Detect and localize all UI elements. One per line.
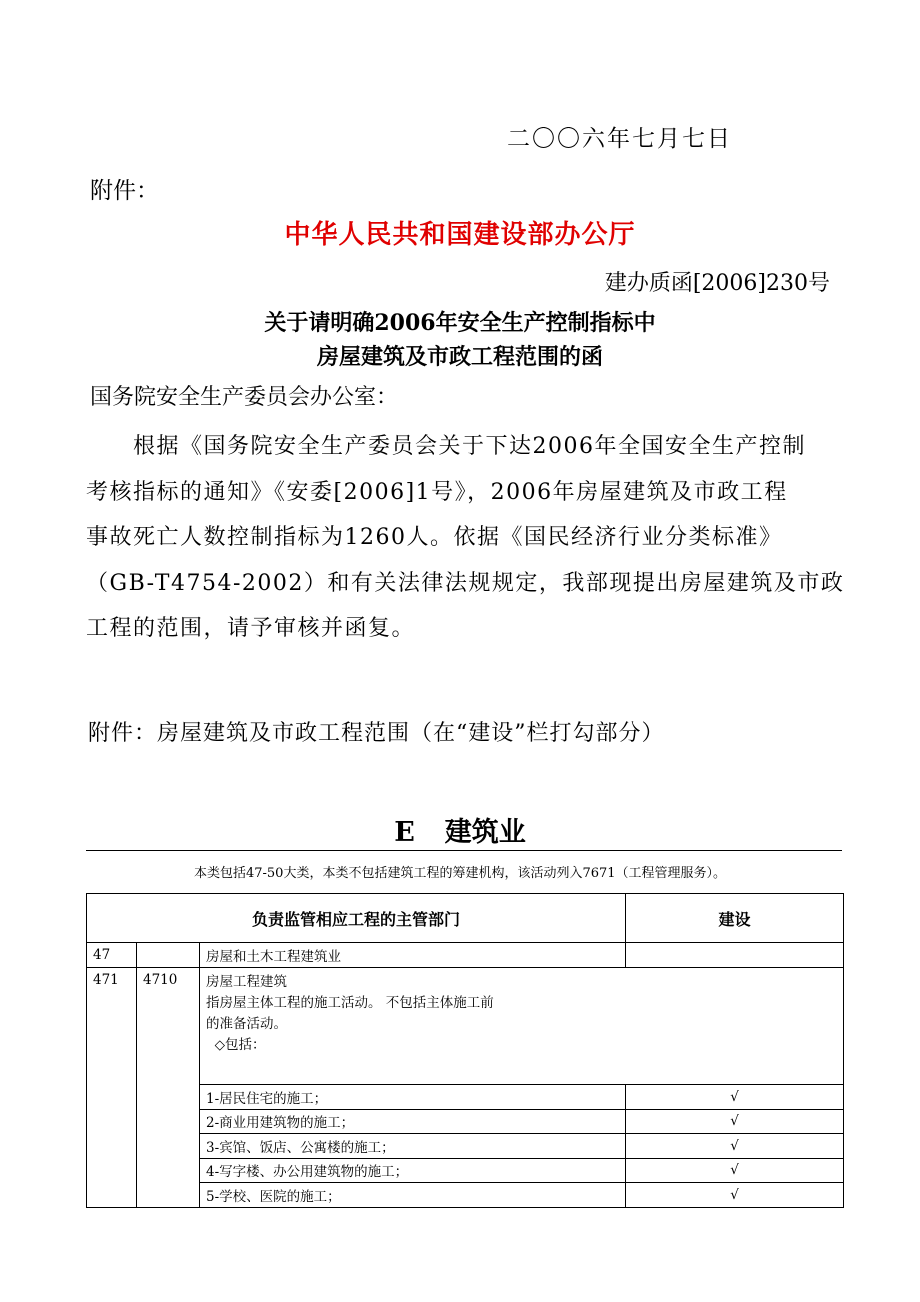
section-title — [0, 810, 920, 849]
build-cell — [626, 943, 844, 968]
table-row — [87, 968, 844, 1085]
section-name: 建筑业 — [444, 817, 526, 848]
desc-line: 房屋工程建筑 — [206, 974, 287, 990]
code-minor — [137, 943, 200, 968]
issuing-organization: 中华人民共和国建设部办公厅 — [284, 220, 636, 250]
body-line: 事故死亡人数控制指标为1260人。依据《国民经济行业分类标准》 — [86, 525, 783, 550]
list-item — [87, 1085, 844, 1110]
attachment-note: 附件：房屋建筑及市政工程范围（在“建设”栏打勾部分） — [88, 721, 665, 746]
section-letter: E — [394, 817, 415, 848]
body-paragraph — [86, 424, 845, 652]
body-line: 根据《国务院安全生产委员会关于下达2006年全国安全生产控制 — [86, 434, 806, 459]
list-item — [87, 1109, 844, 1134]
checkmark: √ — [626, 1085, 844, 1110]
letter-title-line-2: 房屋建筑及市政工程范围的函 — [316, 344, 603, 370]
body-line: 考核指标的通知》《安委[2006]1号》，2006年房屋建筑及市政工程 — [86, 479, 788, 505]
body-line: 工程的范围，请予审核并函复。 — [86, 616, 416, 641]
row-description — [200, 968, 844, 1085]
letter-title-line-1: 关于请明确2006年安全生产控制指标中 — [264, 310, 656, 336]
checkmark: √ — [626, 1109, 844, 1134]
checkmark: √ — [626, 1158, 844, 1183]
checkmark: √ — [626, 1134, 844, 1159]
document-number: 建办质函[2006]230号 — [604, 271, 830, 296]
body-line: （GB-T4754-2002）和有关法律法规规定，我部现提出房屋建筑及市政 — [86, 570, 845, 596]
checkmark: √ — [626, 1183, 844, 1208]
document-date: 二〇〇六年七月七日 — [507, 126, 732, 152]
addressee: 国务院安全生产委员会办公室： — [90, 385, 399, 410]
section-note: 本类包括47-50大类，本类不包括建筑工程的筹建机构，该活动列入7671（工程管理服务）。 — [193, 866, 727, 881]
item-label: 1-居民住宅的施工； — [200, 1085, 626, 1110]
code-minor: 4710 — [137, 968, 200, 1208]
item-label: 2-商业用建筑物的施工； — [200, 1109, 626, 1134]
item-label: 4-写字楼、办公用建筑物的施工； — [200, 1158, 626, 1183]
header-build: 建设 — [626, 894, 844, 943]
desc-line: 指房屋主体工程的施工活动。 不包括主体施工前 — [206, 995, 494, 1011]
code-major: 47 — [87, 943, 137, 968]
item-label: 5-学校、医院的施工； — [200, 1183, 626, 1208]
code-major: 471 — [87, 968, 137, 1208]
item-label: 3-宾馆、饭店、公寓楼的施工； — [200, 1134, 626, 1159]
table-row — [87, 943, 844, 968]
list-item — [87, 1134, 844, 1159]
list-item — [87, 1158, 844, 1183]
desc-line: 的准备活动。 — [206, 1016, 287, 1032]
header-dept: 负责监管相应工程的主管部门 — [87, 894, 626, 943]
classification-table — [86, 893, 844, 1208]
attachment-label: 附件： — [90, 178, 159, 204]
section-divider — [86, 850, 842, 851]
table-header-row — [87, 894, 844, 943]
row-description: 房屋和土木工程建筑业 — [200, 943, 626, 968]
desc-line: ◇包括： — [206, 1037, 266, 1053]
list-item — [87, 1183, 844, 1208]
